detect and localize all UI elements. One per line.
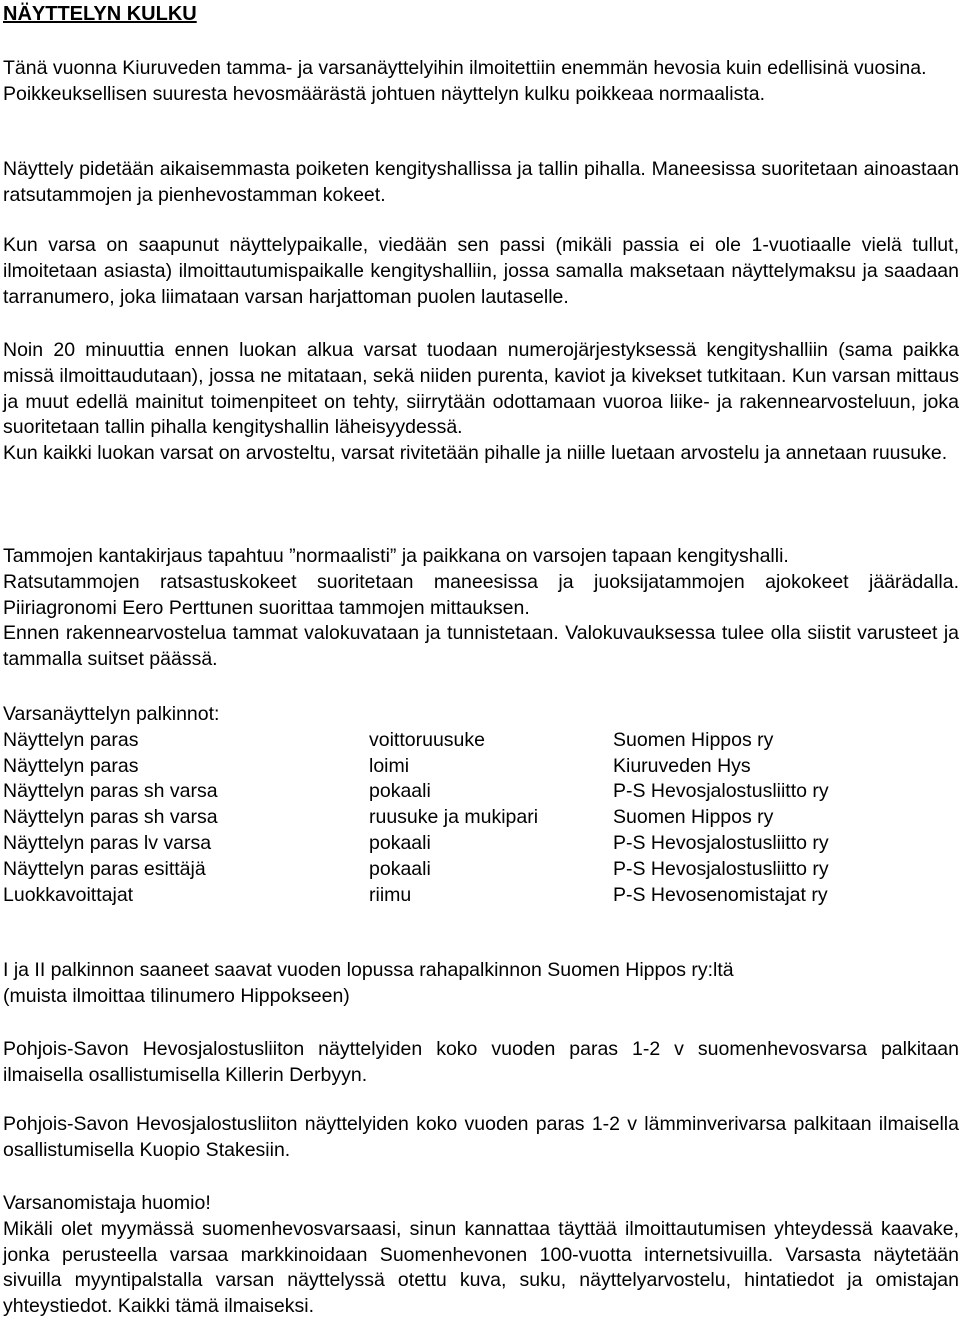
foal-procedure-section <box>3 338 959 467</box>
cash-prize-line: (muista ilmoittaa tilinumero Hippokseen) <box>3 984 350 1007</box>
prize-award: Näyttelyn paras sh varsa <box>3 806 218 829</box>
cash-prize-section <box>3 958 959 1010</box>
prizes-heading: Varsanäyttelyn palkinnot: <box>3 703 220 725</box>
intro-paragraph: Tänä vuonna Kiuruveden tamma- ja varsanäyttelyihin ilmoitettiin enemmän hevosia kuin edellisinä vuosina. <box>3 57 927 79</box>
prize-donor: Kiuruveden Hys <box>613 754 751 777</box>
cash-prize-line: I ja II palkinnon saaneet saavat vuoden lopussa rahapalkinnon Suomen Hippos ry:ltä <box>3 959 734 981</box>
prizes-section <box>3 702 959 908</box>
venue-paragraph: Näyttely pidetään aikaisemmasta poiketen kengityshallissa ja tallin pihalla. Maneesissa suoritetaan ainoastaan ratsutammojen ja pienhevostamman kokeet. <box>3 158 959 206</box>
finnhorse-derby-paragraph: Pohjois-Savon Hevosjalostusliiton näyttelyiden koko vuoden paras 1-2 v suomenhevosvarsa palkitaan ilmaisella osallistumisella Killerin Derbyyn. <box>3 1038 959 1086</box>
prize-row <box>3 779 959 805</box>
mares-paragraph: Ratsutammojen ratsastuskokeet suoritetaan maneesissa ja juoksijatammojen ajokokeet jäärädalla. Piiriagronomi Eero Perttunen suorittaa tammojen mittauksen. <box>3 570 959 619</box>
prize-award: Näyttelyn paras esittäjä <box>3 857 206 880</box>
prize-award: Luokkavoittajat <box>3 883 134 906</box>
prize-donor: Suomen Hippos ry <box>613 806 774 829</box>
prize-donor: P-S Hevosenomistajat ry <box>613 883 828 906</box>
page-title: NÄYTTELYN KULKU <box>3 3 197 25</box>
prize-row <box>3 883 959 909</box>
prize-item: voittoruusuke <box>369 728 485 751</box>
prize-row <box>3 831 959 857</box>
finnhorse-derby-section <box>3 1037 959 1089</box>
intro-paragraph: Poikkeuksellisen suuresta hevosmäärästä johtuen näyttelyn kulku poikkeaa normaalista. <box>3 82 766 105</box>
prize-award: Näyttelyn paras lv varsa <box>3 831 212 854</box>
venue-section <box>3 157 959 209</box>
prize-award: Näyttelyn paras sh varsa <box>3 780 218 803</box>
prize-item: ruusuke ja mukipari <box>369 806 539 829</box>
prize-item: pokaali <box>369 780 431 803</box>
prize-row <box>3 857 959 883</box>
warmblood-stakes-paragraph: Pohjois-Savon Hevosjalostusliiton näyttelyiden koko vuoden paras 1-2 v lämminverivarsa palkitaan ilmaisella osallistumisella Kuopio Stakesiin. <box>3 1113 959 1161</box>
mares-paragraph: Ennen rakennearvostelua tammat valokuvataan ja tunnistetaan. Valokuvauksessa tulee olla siistit varusteet ja tammalla suitset päässä. <box>3 622 959 671</box>
prize-item: pokaali <box>369 857 431 880</box>
prize-item: loimi <box>369 754 410 777</box>
owner-note-section <box>3 1191 959 1320</box>
mares-section <box>3 544 959 673</box>
prize-row <box>3 754 959 780</box>
warmblood-stakes-section <box>3 1112 959 1164</box>
prize-award: Näyttelyn paras <box>3 754 139 777</box>
prize-donor: P-S Hevosjalostusliitto ry <box>613 831 829 854</box>
prize-item: pokaali <box>369 831 431 854</box>
foal-procedure-paragraph: Noin 20 minuuttia ennen luokan alkua varsat tuodaan numerojärjestyksessä kengityshalliin (sama paikka missä ilmoittaudutaan), jossa ne mitataan, sekä niiden purenta, kaviot ja kivekset tutkitaan. Kun varsan mittaus ja muut edellä mainitut toimenpiteet on tehty, siirrytään odottamaan vuoroa liike- ja rakennearvosteluun, joka suoritetaan tallin pihalla kengityshallin läheisyydessä. <box>3 339 959 439</box>
intro-section <box>3 56 959 108</box>
prize-item: riimu <box>369 883 412 906</box>
prize-award: Näyttelyn paras <box>3 728 139 751</box>
prize-donor: P-S Hevosjalostusliitto ry <box>613 857 829 880</box>
prize-donor: P-S Hevosjalostusliitto ry <box>613 780 829 803</box>
owner-note-paragraph: Mikäli olet myymässä suomenhevosvarsaasi, sinun kannattaa täyttää ilmoittautumisen yhteydessä kaavake, jonka perusteella varsaa markkinoidaan Suomenhevonen 100-vuotta internetsivuilla. Varsasta näytetään sivuilla myyntipalstalla varsan näyttelyssä otettu kuva, suku, näyttelyarvostelu, hintatiedot ja omistajan yhteystiedot. Kaikki tämä ilmaiseksi. <box>3 1217 959 1318</box>
foal-passport-section <box>3 233 959 310</box>
prizes-table <box>3 728 959 909</box>
prize-donor: Suomen Hippos ry <box>613 728 774 751</box>
foal-procedure-paragraph: Kun kaikki luokan varsat on arvosteltu, varsat rivitetään pihalle ja niille luetaan arvostelu ja annetaan ruusuke. <box>3 442 948 465</box>
mares-paragraph: Tammojen kantakirjaus tapahtuu ”normaalisti” ja paikkana on varsojen tapaan kengityshalli. <box>3 545 789 567</box>
prize-row <box>3 728 959 754</box>
owner-note-heading: Varsanomistaja huomio! <box>3 1192 211 1214</box>
prize-row <box>3 805 959 831</box>
foal-passport-paragraph: Kun varsa on saapunut näyttelypaikalle, viedään sen passi (mikäli passia ei ole 1-vuotiaalle vielä tullut, ilmoitetaan asiasta) ilmoittautumispaikalle kengityshalliin, jossa samalla maksetaan näyttelymaksu ja saadaan tarranumero, joka liimataan varsan harjattoman puolen lautaselle. <box>3 234 959 308</box>
